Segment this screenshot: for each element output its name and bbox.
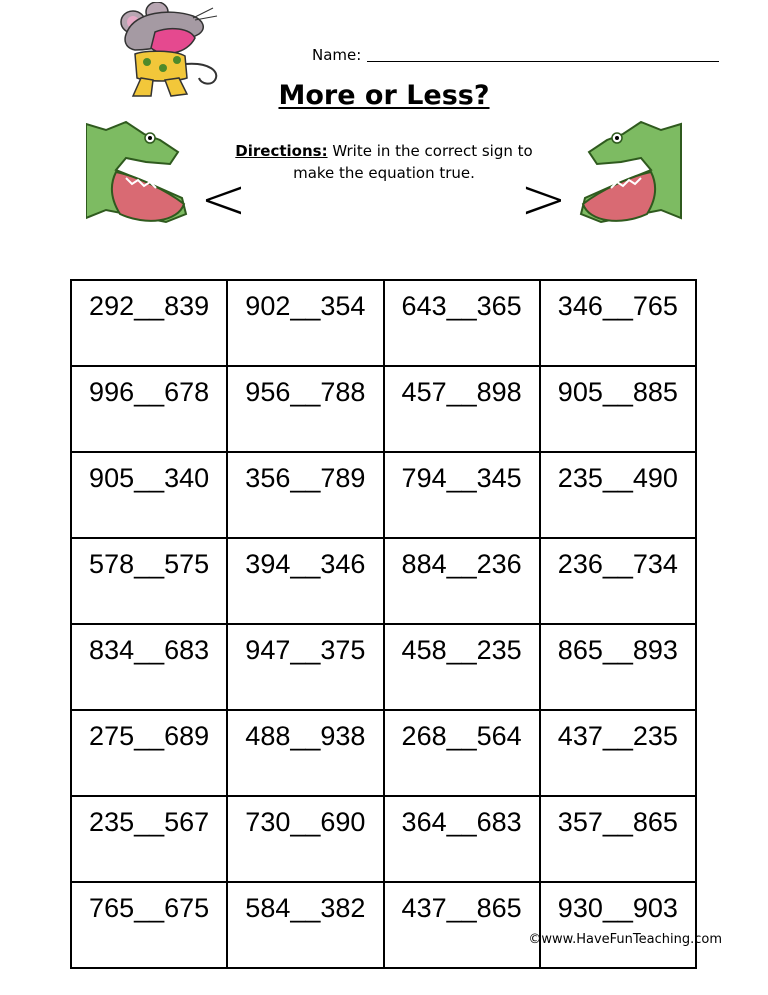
table-row [71, 538, 696, 624]
table-row [71, 280, 696, 366]
name-field[interactable] [312, 46, 719, 64]
problem-cell[interactable]: 794__345 [384, 452, 540, 538]
directions-line1: Write in the correct sign to [332, 142, 533, 160]
problem-cell[interactable]: 356__789 [227, 452, 383, 538]
less-than-sign: < [200, 167, 247, 232]
problem-cell[interactable]: 765__675 [71, 882, 227, 968]
name-line[interactable] [367, 61, 719, 62]
problem-cell[interactable]: 394__346 [227, 538, 383, 624]
problem-cell[interactable]: 364__683 [384, 796, 540, 882]
problem-cell[interactable]: 457__898 [384, 366, 540, 452]
problem-grid [70, 279, 697, 969]
problem-cell[interactable]: 730__690 [227, 796, 383, 882]
greater-than-sign: > [520, 167, 567, 232]
alligator-left-icon [86, 118, 206, 242]
page-title: More or Less? [278, 80, 490, 111]
problem-cell[interactable]: 346__765 [540, 280, 696, 366]
problem-cell[interactable]: 268__564 [384, 710, 540, 796]
problem-cell[interactable]: 458__235 [384, 624, 540, 710]
problem-cell[interactable]: 996__678 [71, 366, 227, 452]
problem-cell[interactable]: 865__893 [540, 624, 696, 710]
problem-cell[interactable]: 236__734 [540, 538, 696, 624]
directions-label: Directions: [235, 142, 328, 160]
problem-cell[interactable]: 834__683 [71, 624, 227, 710]
problem-cell[interactable]: 275__689 [71, 710, 227, 796]
table-row [71, 796, 696, 882]
table-row [71, 710, 696, 796]
problem-cell[interactable]: 902__354 [227, 280, 383, 366]
table-row [71, 624, 696, 710]
problem-cell[interactable]: 437__865 [384, 882, 540, 968]
directions-line2: make the equation true. [293, 164, 475, 182]
problem-cell[interactable]: 292__839 [71, 280, 227, 366]
footer-copyright: ©www.HaveFunTeaching.com [528, 932, 722, 947]
table-row [71, 882, 696, 968]
problem-cell[interactable]: 884__236 [384, 538, 540, 624]
problem-cell[interactable]: 584__382 [227, 882, 383, 968]
problem-cell[interactable]: 488__938 [227, 710, 383, 796]
alligator-right-icon [560, 118, 682, 242]
problem-cell[interactable]: 437__235 [540, 710, 696, 796]
problem-cell[interactable]: 578__575 [71, 538, 227, 624]
problem-cell[interactable]: 956__788 [227, 366, 383, 452]
directions [210, 140, 558, 184]
problem-cell[interactable]: 905__340 [71, 452, 227, 538]
problem-cell[interactable]: 235__490 [540, 452, 696, 538]
table-row [71, 452, 696, 538]
problem-cell[interactable]: 905__885 [540, 366, 696, 452]
problem-cell[interactable]: 357__865 [540, 796, 696, 882]
problem-cell[interactable]: 947__375 [227, 624, 383, 710]
problem-cell[interactable]: 930__903 [540, 882, 696, 968]
problem-cell[interactable]: 643__365 [384, 280, 540, 366]
table-row [71, 366, 696, 452]
problem-cell[interactable]: 235__567 [71, 796, 227, 882]
name-label: Name: [312, 46, 362, 64]
